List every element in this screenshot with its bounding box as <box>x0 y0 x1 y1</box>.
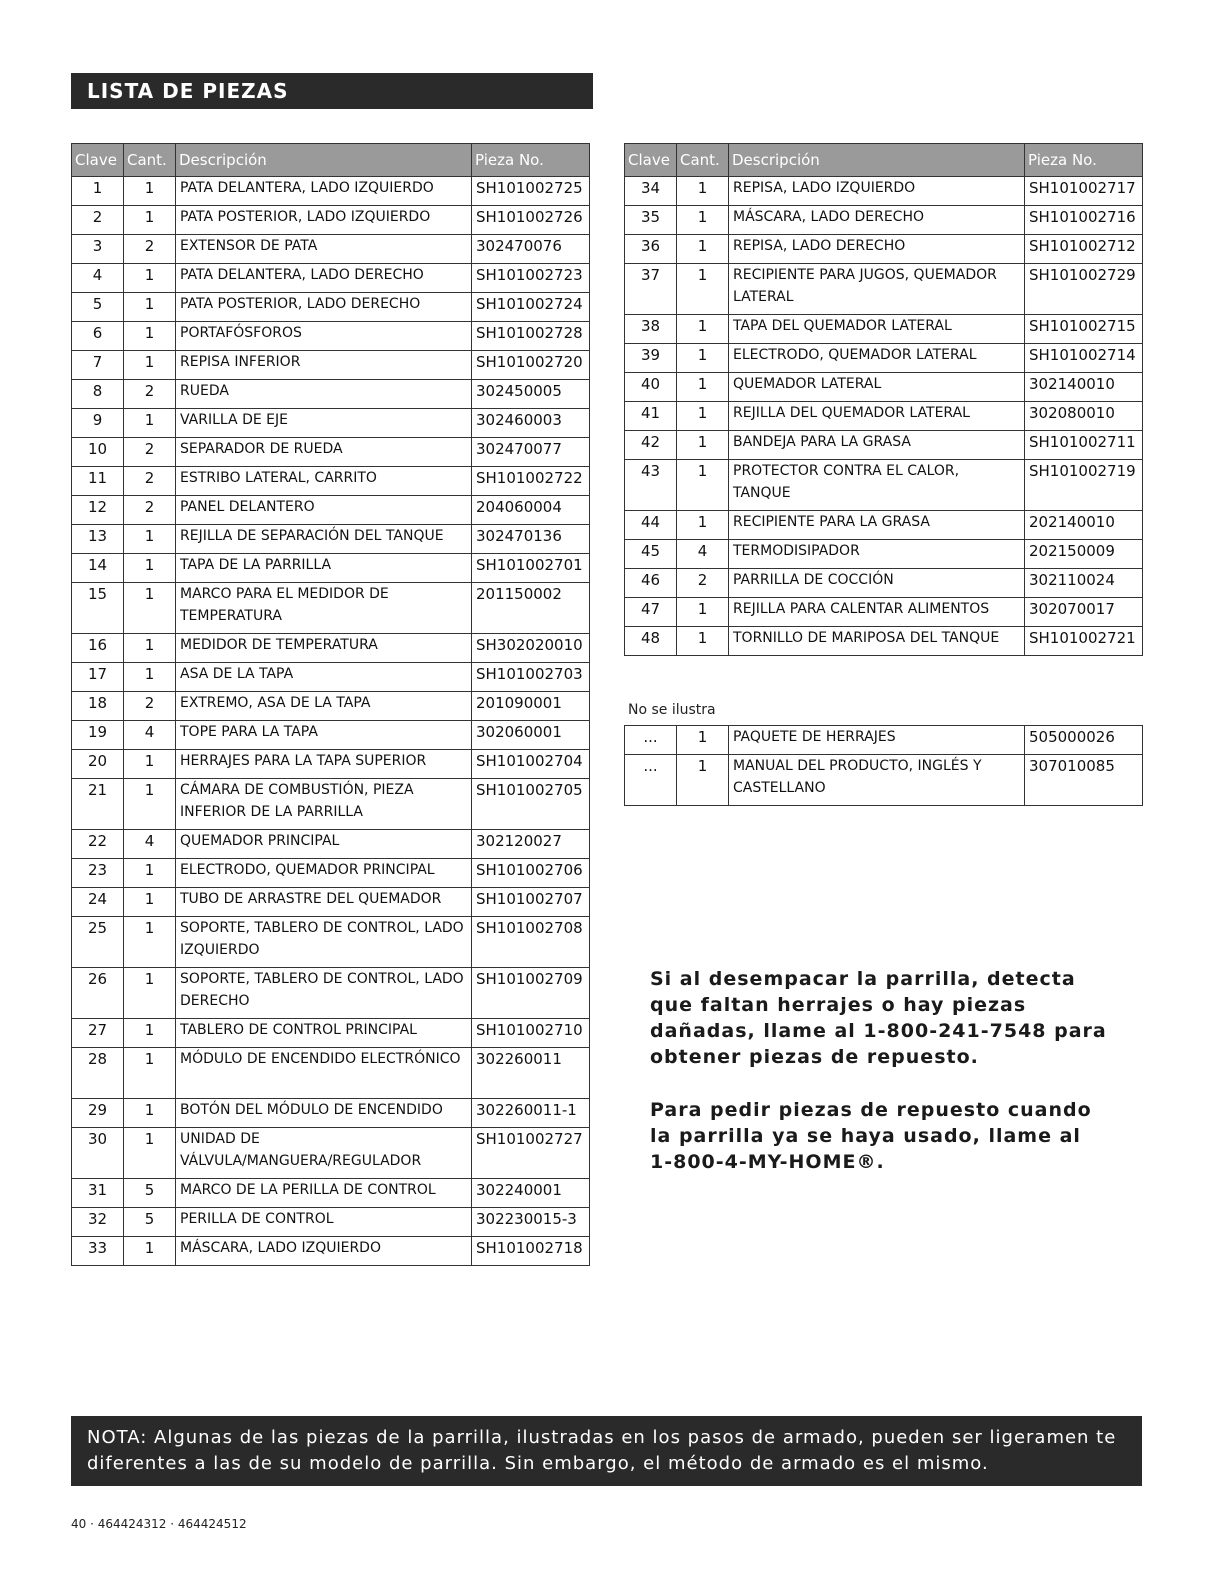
cell-key: 33 <box>72 1237 124 1266</box>
table-row <box>72 1048 590 1099</box>
cell-part: 202140010 <box>1025 511 1143 540</box>
table-row <box>625 726 1143 755</box>
table-row <box>72 293 590 322</box>
cell-desc: REPISA, LADO DERECHO <box>729 235 1025 264</box>
table-header-row <box>72 144 590 177</box>
cell-part: SH101002721 <box>1025 627 1143 656</box>
cell-desc: TERMODISIPADOR <box>729 540 1025 569</box>
cell-desc: SOPORTE, TABLERO DE CONTROL, LADO IZQUIERDO <box>176 917 472 968</box>
cell-part: 302260011-1 <box>472 1099 590 1128</box>
cell-desc: RECIPIENTE PARA LA GRASA <box>729 511 1025 540</box>
cell-key: 39 <box>625 344 677 373</box>
cell-qty: 1 <box>124 1099 176 1128</box>
cell-qty: 1 <box>124 1128 176 1179</box>
cell-key: 36 <box>625 235 677 264</box>
cell-key: 23 <box>72 859 124 888</box>
cell-key: 17 <box>72 663 124 692</box>
cell-qty: 1 <box>124 177 176 206</box>
cell-key: 3 <box>72 235 124 264</box>
cell-part: 202150009 <box>1025 540 1143 569</box>
cell-qty: 1 <box>677 344 729 373</box>
cell-key: 43 <box>625 460 677 511</box>
cell-qty: 1 <box>677 598 729 627</box>
cell-key: 13 <box>72 525 124 554</box>
cell-desc: TABLERO DE CONTROL PRINCIPAL <box>176 1019 472 1048</box>
parts-table-left <box>71 143 590 1266</box>
table-row <box>625 627 1143 656</box>
cell-part: 302450005 <box>472 380 590 409</box>
cell-qty: 1 <box>124 968 176 1019</box>
cell-desc: QUEMADOR PRINCIPAL <box>176 830 472 859</box>
cell-desc: ASA DE LA TAPA <box>176 663 472 692</box>
cell-part: 302470136 <box>472 525 590 554</box>
cell-qty: 5 <box>124 1208 176 1237</box>
table-row <box>72 1237 590 1266</box>
cell-desc: PATA DELANTERA, LADO IZQUIERDO <box>176 177 472 206</box>
cell-key: 8 <box>72 380 124 409</box>
cell-qty: 1 <box>124 1019 176 1048</box>
cell-key: 41 <box>625 402 677 431</box>
cell-part: 302260011 <box>472 1048 590 1099</box>
cell-part: SH101002722 <box>472 467 590 496</box>
cell-key: 46 <box>625 569 677 598</box>
cell-key: 12 <box>72 496 124 525</box>
cell-part: SH101002718 <box>472 1237 590 1266</box>
cell-qty: 1 <box>124 293 176 322</box>
header-desc: Descripción <box>176 144 472 177</box>
cell-key: 31 <box>72 1179 124 1208</box>
cell-qty: 1 <box>677 511 729 540</box>
cell-part: SH101002726 <box>472 206 590 235</box>
cell-qty: 1 <box>124 663 176 692</box>
cell-qty: 4 <box>124 830 176 859</box>
missing-parts-notice: Si al desempacar la parrilla, detecta que faltan herrajes o hay piezas dañadas, llame al 1-800-241-7548 para obtener piezas de repuesto. <box>650 968 1107 1068</box>
table-row <box>72 1179 590 1208</box>
table-row <box>72 206 590 235</box>
header-part: Pieza No. <box>472 144 590 177</box>
cell-key: 15 <box>72 583 124 634</box>
cell-desc: PANEL DELANTERO <box>176 496 472 525</box>
cell-desc: VARILLA DE EJE <box>176 409 472 438</box>
cell-part: 204060004 <box>472 496 590 525</box>
table-row <box>625 344 1143 373</box>
header-qty: Cant. <box>124 144 176 177</box>
cell-part: 302470077 <box>472 438 590 467</box>
cell-part: SH101002725 <box>472 177 590 206</box>
table-row <box>625 460 1143 511</box>
cell-key: 47 <box>625 598 677 627</box>
cell-qty: 1 <box>677 373 729 402</box>
cell-qty: 1 <box>677 264 729 315</box>
cell-part: SH101002728 <box>472 322 590 351</box>
cell-qty: 1 <box>124 1048 176 1099</box>
table-row <box>72 1128 590 1179</box>
cell-key: 9 <box>72 409 124 438</box>
cell-key: 26 <box>72 968 124 1019</box>
cell-key: 37 <box>625 264 677 315</box>
cell-key: 22 <box>72 830 124 859</box>
cell-qty: 1 <box>677 627 729 656</box>
cell-desc: REJILLA PARA CALENTAR ALIMENTOS <box>729 598 1025 627</box>
cell-desc: ESTRIBO LATERAL, CARRITO <box>176 467 472 496</box>
table-row <box>625 315 1143 344</box>
cell-part: SH101002710 <box>472 1019 590 1048</box>
nota-banner: NOTA: Algunas de las piezas de la parrilla, ilustradas en los pasos de armado, pueden ser ligeramen te diferentes a las de su modelo de parrilla. Sin embargo, el método de armado es el mismo. <box>71 1416 1142 1486</box>
cell-qty: 2 <box>124 235 176 264</box>
table-header-row <box>625 144 1143 177</box>
cell-key: 29 <box>72 1099 124 1128</box>
cell-desc: EXTREMO, ASA DE LA TAPA <box>176 692 472 721</box>
cell-key: 5 <box>72 293 124 322</box>
cell-key: 27 <box>72 1019 124 1048</box>
cell-part: 201090001 <box>472 692 590 721</box>
cell-part: 302080010 <box>1025 402 1143 431</box>
parts-table-right <box>624 143 1143 656</box>
cell-key: 4 <box>72 264 124 293</box>
cell-qty: 1 <box>124 525 176 554</box>
cell-desc: MÁSCARA, LADO IZQUIERDO <box>176 1237 472 1266</box>
table-row <box>625 431 1143 460</box>
cell-key: 18 <box>72 692 124 721</box>
table-row <box>72 583 590 634</box>
cell-part: SH101002703 <box>472 663 590 692</box>
cell-key: 14 <box>72 554 124 583</box>
cell-qty: 1 <box>677 755 729 806</box>
table-row <box>625 511 1143 540</box>
cell-key: 1 <box>72 177 124 206</box>
cell-desc: HERRAJES PARA LA TAPA SUPERIOR <box>176 750 472 779</box>
cell-desc: SOPORTE, TABLERO DE CONTROL, LADO DERECHO <box>176 968 472 1019</box>
cell-desc: PATA DELANTERA, LADO DERECHO <box>176 264 472 293</box>
table-row <box>72 525 590 554</box>
cell-desc: MÁSCARA, LADO DERECHO <box>729 206 1025 235</box>
cell-part: SH101002707 <box>472 888 590 917</box>
cell-part: SH101002706 <box>472 859 590 888</box>
cell-part: SH101002712 <box>1025 235 1143 264</box>
table-row <box>72 917 590 968</box>
cell-qty: 1 <box>124 409 176 438</box>
replacement-parts-notice: Para pedir piezas de repuesto cuando la parrilla ya se haya usado, llame al 1-800-4-MY-HOME®. <box>650 1099 1092 1173</box>
cell-desc: MEDIDOR DE TEMPERATURA <box>176 634 472 663</box>
cell-qty: 1 <box>677 315 729 344</box>
table-row <box>72 968 590 1019</box>
cell-key: 32 <box>72 1208 124 1237</box>
cell-qty: 1 <box>677 460 729 511</box>
cell-key: 11 <box>72 467 124 496</box>
header-key: Clave <box>72 144 124 177</box>
cell-part: SH101002729 <box>1025 264 1143 315</box>
cell-qty: 1 <box>124 264 176 293</box>
cell-part: SH101002701 <box>472 554 590 583</box>
cell-key: 40 <box>625 373 677 402</box>
table-row <box>72 467 590 496</box>
cell-qty: 1 <box>124 634 176 663</box>
table-row <box>625 206 1143 235</box>
cell-desc: CÁMARA DE COMBUSTIÓN, PIEZA INFERIOR DE LA PARRILLA <box>176 779 472 830</box>
cell-part: SH101002711 <box>1025 431 1143 460</box>
cell-part: SH101002716 <box>1025 206 1143 235</box>
cell-key: ... <box>625 726 677 755</box>
cell-qty: 1 <box>124 583 176 634</box>
cell-part: 302070017 <box>1025 598 1143 627</box>
cell-desc: EXTENSOR DE PATA <box>176 235 472 264</box>
cell-key: 44 <box>625 511 677 540</box>
cell-part: SH101002708 <box>472 917 590 968</box>
table-row <box>72 496 590 525</box>
cell-qty: 5 <box>124 1179 176 1208</box>
table-row <box>72 779 590 830</box>
cell-qty: 1 <box>124 750 176 779</box>
table-row <box>72 264 590 293</box>
table-row <box>625 373 1143 402</box>
table-row <box>625 569 1143 598</box>
cell-part: SH101002715 <box>1025 315 1143 344</box>
cell-desc: PAQUETE DE HERRAJES <box>729 726 1025 755</box>
cell-qty: 1 <box>124 917 176 968</box>
cell-qty: 4 <box>124 721 176 750</box>
cell-desc: MARCO DE LA PERILLA DE CONTROL <box>176 1179 472 1208</box>
table-row <box>72 1019 590 1048</box>
cell-part: SH101002727 <box>472 1128 590 1179</box>
cell-part: SH302020010 <box>472 634 590 663</box>
cell-qty: 2 <box>124 467 176 496</box>
cell-desc: ELECTRODO, QUEMADOR LATERAL <box>729 344 1025 373</box>
table-row <box>72 351 590 380</box>
table-row <box>72 692 590 721</box>
table-row <box>72 750 590 779</box>
cell-desc: TAPA DEL QUEMADOR LATERAL <box>729 315 1025 344</box>
cell-qty: 1 <box>124 888 176 917</box>
table-row <box>625 235 1143 264</box>
cell-part: 307010085 <box>1025 755 1143 806</box>
cell-qty: 1 <box>124 206 176 235</box>
cell-part: SH101002717 <box>1025 177 1143 206</box>
header-desc: Descripción <box>729 144 1025 177</box>
table-row <box>72 634 590 663</box>
table-row <box>625 755 1143 806</box>
section-title: LISTA DE PIEZAS <box>71 73 593 109</box>
cell-key: 6 <box>72 322 124 351</box>
cell-key: 19 <box>72 721 124 750</box>
cell-key: 38 <box>625 315 677 344</box>
cell-key: 48 <box>625 627 677 656</box>
table-row <box>72 409 590 438</box>
cell-desc: PATA POSTERIOR, LADO DERECHO <box>176 293 472 322</box>
cell-qty: 2 <box>124 380 176 409</box>
table-row <box>72 554 590 583</box>
cell-part: SH101002704 <box>472 750 590 779</box>
table-row <box>72 663 590 692</box>
cell-qty: 1 <box>677 402 729 431</box>
cell-desc: PATA POSTERIOR, LADO IZQUIERDO <box>176 206 472 235</box>
cell-desc: REPISA, LADO IZQUIERDO <box>729 177 1025 206</box>
cell-part: 302240001 <box>472 1179 590 1208</box>
cell-part: 302120027 <box>472 830 590 859</box>
cell-qty: 1 <box>124 322 176 351</box>
cell-part: 302140010 <box>1025 373 1143 402</box>
cell-part: 505000026 <box>1025 726 1143 755</box>
cell-desc: RUEDA <box>176 380 472 409</box>
cell-desc: TORNILLO DE MARIPOSA DEL TANQUE <box>729 627 1025 656</box>
cell-desc: TUBO DE ARRASTRE DEL QUEMADOR <box>176 888 472 917</box>
cell-qty: 1 <box>677 431 729 460</box>
cell-qty: 1 <box>124 779 176 830</box>
table-row <box>72 235 590 264</box>
cell-desc: PORTAFÓSFOROS <box>176 322 472 351</box>
table-row <box>72 177 590 206</box>
cell-desc: TOPE PARA LA TAPA <box>176 721 472 750</box>
table-row <box>72 1099 590 1128</box>
cell-desc: ELECTRODO, QUEMADOR PRINCIPAL <box>176 859 472 888</box>
cell-qty: 4 <box>677 540 729 569</box>
cell-part: 201150002 <box>472 583 590 634</box>
page-footer: 40 · 464424312 · 464424512 <box>71 1517 247 1531</box>
cell-key: 7 <box>72 351 124 380</box>
cell-desc: TAPA DE LA PARRILLA <box>176 554 472 583</box>
cell-key: 25 <box>72 917 124 968</box>
cell-key: 2 <box>72 206 124 235</box>
cell-desc: SEPARADOR DE RUEDA <box>176 438 472 467</box>
cell-key: 45 <box>625 540 677 569</box>
cell-key: 16 <box>72 634 124 663</box>
cell-desc: UNIDAD DE VÁLVULA/MANGUERA/REGULADOR <box>176 1128 472 1179</box>
table-row <box>625 598 1143 627</box>
table-row <box>72 438 590 467</box>
table-row <box>72 859 590 888</box>
cell-qty: 1 <box>677 177 729 206</box>
cell-key: 30 <box>72 1128 124 1179</box>
table-row <box>72 322 590 351</box>
cell-part: 302460003 <box>472 409 590 438</box>
cell-desc: MÓDULO DE ENCENDIDO ELECTRÓNICO <box>176 1048 472 1099</box>
cell-desc: QUEMADOR LATERAL <box>729 373 1025 402</box>
cell-desc: BOTÓN DEL MÓDULO DE ENCENDIDO <box>176 1099 472 1128</box>
header-qty: Cant. <box>677 144 729 177</box>
header-key: Clave <box>625 144 677 177</box>
cell-part: 302110024 <box>1025 569 1143 598</box>
cell-qty: 2 <box>677 569 729 598</box>
table-row <box>72 380 590 409</box>
cell-desc: PROTECTOR CONTRA EL CALOR, TANQUE <box>729 460 1025 511</box>
parts-table-extra <box>624 725 1143 806</box>
table-row <box>72 888 590 917</box>
cell-qty: 1 <box>124 351 176 380</box>
cell-key: 21 <box>72 779 124 830</box>
cell-desc: PERILLA DE CONTROL <box>176 1208 472 1237</box>
cell-desc: MANUAL DEL PRODUCTO, INGLÉS Y CASTELLANO <box>729 755 1025 806</box>
cell-desc: REJILLA DE SEPARACIÓN DEL TANQUE <box>176 525 472 554</box>
table-row <box>625 177 1143 206</box>
cell-qty: 1 <box>124 554 176 583</box>
cell-desc: MARCO PARA EL MEDIDOR DE TEMPERATURA <box>176 583 472 634</box>
table-row <box>72 721 590 750</box>
table-row <box>625 540 1143 569</box>
cell-part: 302060001 <box>472 721 590 750</box>
cell-qty: 1 <box>124 859 176 888</box>
header-part: Pieza No. <box>1025 144 1143 177</box>
cell-qty: 2 <box>124 692 176 721</box>
table-row <box>625 402 1143 431</box>
cell-desc: PARRILLA DE COCCIÓN <box>729 569 1025 598</box>
cell-desc: RECIPIENTE PARA JUGOS, QUEMADOR LATERAL <box>729 264 1025 315</box>
cell-qty: 1 <box>677 726 729 755</box>
cell-part: SH101002723 <box>472 264 590 293</box>
cell-part: SH101002719 <box>1025 460 1143 511</box>
table-row <box>72 1208 590 1237</box>
table-row <box>625 264 1143 315</box>
cell-desc: REJILLA DEL QUEMADOR LATERAL <box>729 402 1025 431</box>
cell-part: SH101002724 <box>472 293 590 322</box>
cell-qty: 2 <box>124 438 176 467</box>
cell-qty: 1 <box>124 1237 176 1266</box>
cell-qty: 1 <box>677 235 729 264</box>
cell-qty: 1 <box>677 206 729 235</box>
cell-part: SH101002705 <box>472 779 590 830</box>
cell-desc: BANDEJA PARA LA GRASA <box>729 431 1025 460</box>
cell-part: SH101002709 <box>472 968 590 1019</box>
cell-key: 28 <box>72 1048 124 1099</box>
cell-desc: REPISA INFERIOR <box>176 351 472 380</box>
cell-key: 24 <box>72 888 124 917</box>
cell-part: 302230015-3 <box>472 1208 590 1237</box>
not-shown-label: No se ilustra <box>628 702 716 718</box>
cell-key: 35 <box>625 206 677 235</box>
cell-part: SH101002720 <box>472 351 590 380</box>
cell-key: 34 <box>625 177 677 206</box>
cell-key: 20 <box>72 750 124 779</box>
cell-key: ... <box>625 755 677 806</box>
cell-part: 302470076 <box>472 235 590 264</box>
cell-key: 10 <box>72 438 124 467</box>
cell-key: 42 <box>625 431 677 460</box>
cell-qty: 2 <box>124 496 176 525</box>
cell-part: SH101002714 <box>1025 344 1143 373</box>
table-row <box>72 830 590 859</box>
